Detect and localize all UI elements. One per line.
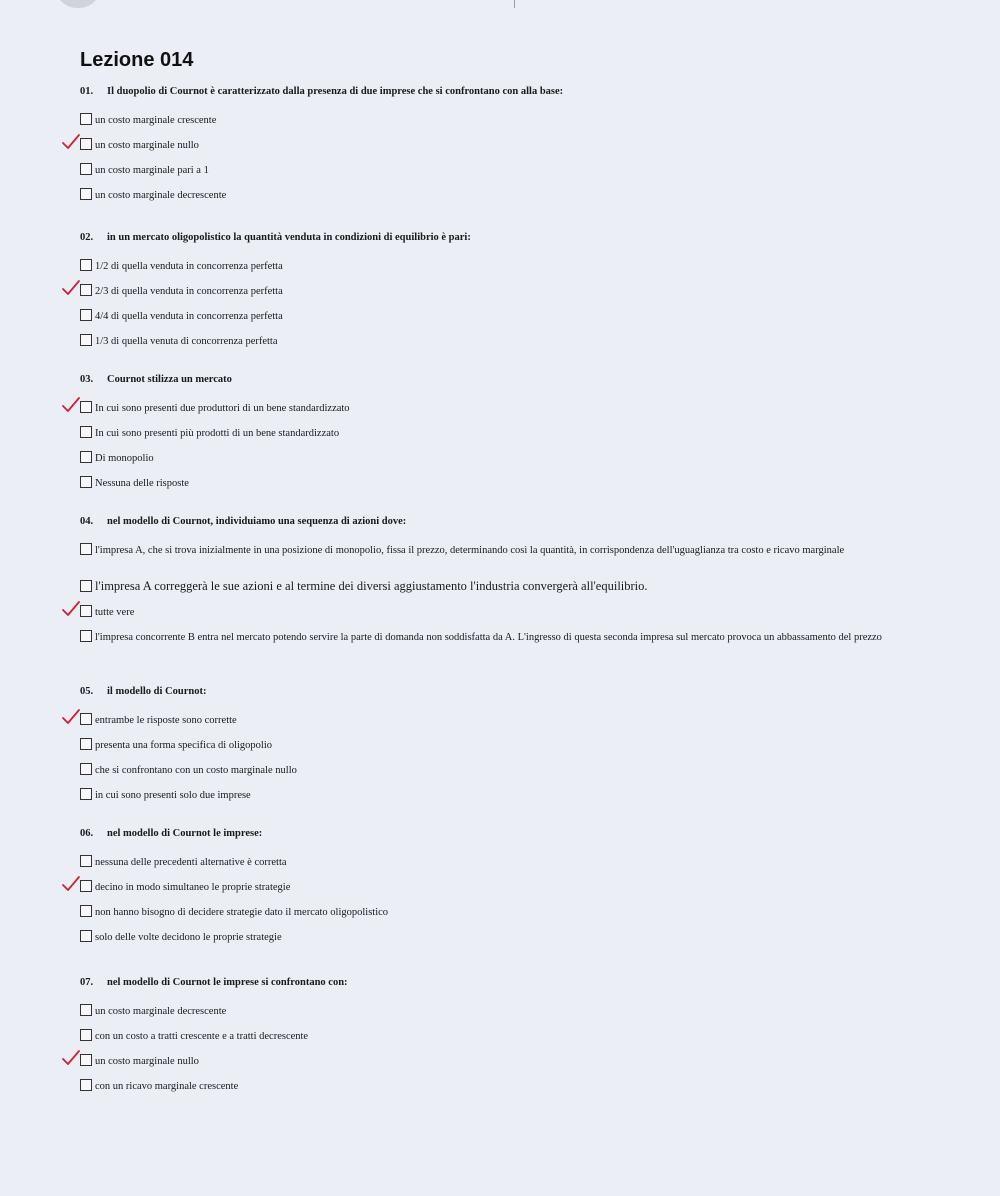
answer-text: che si confrontano con un costo marginale nullo (95, 765, 297, 776)
question-heading (80, 975, 960, 995)
answer-checkbox[interactable] (80, 309, 92, 321)
answer-text: presenta una forma specifica di oligopolio (95, 740, 272, 751)
check-mark-icon (62, 397, 80, 413)
answer-text: nessuna delle precedenti alternative è corretta (95, 857, 287, 868)
answer-checkbox[interactable] (80, 930, 92, 942)
answer-option[interactable] (80, 476, 960, 501)
answer-checkbox[interactable] (80, 138, 92, 150)
question-text: in un mercato oligopolistico la quantità venduta in condizioni di equilibrio è pari: (107, 232, 471, 243)
answer-checkbox[interactable] (80, 1054, 92, 1066)
answer-text: un costo marginale nullo (95, 1056, 199, 1067)
question-heading (80, 826, 960, 846)
answer-option[interactable] (80, 451, 960, 476)
answer-option[interactable] (80, 334, 960, 359)
check-mark-icon (62, 601, 80, 617)
answer-option[interactable] (80, 309, 960, 334)
answer-text: l'impresa A, che si trova inizialmente in una posizione di monopolio, fissa il prezzo, determinando così la quantità, in corrispondenza dell'uguaglianza tra costo e ricavo marginale (95, 545, 845, 556)
question-heading (80, 514, 960, 534)
answer-checkbox[interactable] (80, 284, 92, 296)
answer-checkbox[interactable] (80, 605, 92, 617)
answer-checkbox[interactable] (80, 1079, 92, 1091)
answer-text: 2/3 di quella venduta in concorrenza perfetta (95, 286, 283, 297)
answer-text: In cui sono presenti più prodotti di un bene standardizzato (95, 428, 340, 439)
answer-checkbox[interactable] (80, 188, 92, 200)
answer-checkbox[interactable] (80, 738, 92, 750)
question-heading (80, 230, 960, 250)
header-divider (514, 0, 515, 8)
question-number: 07. (80, 977, 94, 988)
answer-checkbox[interactable] (80, 259, 92, 271)
answer-option[interactable] (80, 905, 960, 930)
answer-checkbox[interactable] (80, 401, 92, 413)
answer-text: un costo marginale decrescente (95, 1006, 227, 1017)
answer-text: un costo marginale decrescente (95, 190, 227, 201)
answer-checkbox[interactable] (80, 476, 92, 488)
answer-option[interactable] (80, 1004, 960, 1029)
question-number: 02. (80, 232, 94, 243)
answer-option[interactable] (80, 426, 960, 451)
question-07 (80, 975, 960, 1104)
question-05 (80, 684, 960, 813)
answer-option[interactable] (80, 188, 960, 213)
answer-text: entrambe le risposte sono corrette (95, 715, 237, 726)
answer-checkbox[interactable] (80, 426, 92, 438)
answer-option[interactable] (80, 543, 960, 580)
answer-option[interactable] (80, 580, 960, 605)
answer-text: decino in modo simultaneo le proprie strategie (95, 882, 291, 893)
answer-text: tutte vere (95, 607, 135, 618)
answer-option[interactable] (80, 930, 960, 955)
check-mark-icon (62, 876, 80, 892)
answer-text: In cui sono presenti due produttori di un bene standardizzato (95, 403, 350, 414)
answer-text: un costo marginale crescente (95, 115, 217, 126)
answer-checkbox[interactable] (80, 713, 92, 725)
answer-text: 1/3 di quella venuta di concorrenza perfetta (95, 336, 278, 347)
answer-text: Nessuna delle risposte (95, 478, 189, 489)
answer-checkbox[interactable] (80, 905, 92, 917)
answer-option[interactable] (80, 788, 960, 813)
question-03 (80, 372, 960, 501)
answer-checkbox[interactable] (80, 543, 92, 555)
check-mark-icon (62, 709, 80, 725)
answer-text: in cui sono presenti solo due imprese (95, 790, 251, 801)
question-text: nel modello di Cournot le imprese: (107, 828, 263, 839)
answer-checkbox[interactable] (80, 855, 92, 867)
answer-checkbox[interactable] (80, 880, 92, 892)
question-number: 04. (80, 516, 94, 527)
answer-text: Di monopolio (95, 453, 154, 464)
question-text: Il duopolio di Cournot è caratterizzato dalla presenza di due imprese che si confrontano con alla base: (107, 86, 564, 97)
answer-option[interactable] (80, 138, 960, 163)
question-number: 05. (80, 686, 94, 697)
question-text: Cournot stilizza un mercato (107, 374, 232, 385)
question-02 (80, 230, 960, 359)
logo-mark (55, 0, 101, 8)
question-heading (80, 684, 960, 704)
question-text: nel modello di Cournot le imprese si confrontano con: (107, 977, 348, 988)
answer-text: l'impresa concorrente B entra nel mercato potendo servire la parte di domanda non soddisfatta da A. L'ingresso di questa seconda impresa sul mercato provoca un abbassamento del prezzo (95, 632, 882, 643)
answer-text: non hanno bisogno di decidere strategie dato il mercato oligopolistico (95, 907, 389, 918)
answer-checkbox[interactable] (80, 580, 92, 592)
answer-option[interactable] (80, 713, 960, 738)
answer-checkbox[interactable] (80, 1004, 92, 1016)
answer-text: l'impresa A correggerà le sue azioni e al termine dei diversi aggiustamento l'industria convergerà all'equilibrio. (95, 579, 648, 593)
check-mark-icon (62, 280, 80, 296)
question-06 (80, 826, 960, 955)
answer-checkbox[interactable] (80, 451, 92, 463)
check-mark-icon (62, 1050, 80, 1066)
answer-text: 1/2 di quella venduta in concorrenza perfetta (95, 261, 283, 272)
question-heading (80, 372, 960, 392)
answer-text: con un ricavo marginale crescente (95, 1081, 239, 1092)
answer-checkbox[interactable] (80, 788, 92, 800)
answer-option[interactable] (80, 113, 960, 138)
question-text: il modello di Cournot: (107, 686, 207, 697)
answer-option[interactable] (80, 163, 960, 188)
answer-text: un costo marginale nullo (95, 140, 199, 151)
answer-option[interactable] (80, 1079, 960, 1104)
answer-checkbox[interactable] (80, 163, 92, 175)
answer-checkbox[interactable] (80, 1029, 92, 1041)
answer-option[interactable] (80, 1029, 960, 1054)
answer-text: con un costo a tratti crescente e a tratti decrescente (95, 1031, 309, 1042)
answer-text: un costo marginale pari a 1 (95, 165, 209, 176)
answer-option[interactable] (80, 1054, 960, 1079)
question-heading (80, 84, 960, 104)
answer-option[interactable] (80, 763, 960, 788)
answer-option[interactable] (80, 401, 960, 426)
answer-option[interactable] (80, 630, 960, 667)
question-number: 01. (80, 86, 94, 97)
answer-option[interactable] (80, 855, 960, 880)
question-text: nel modello di Cournot, individuiamo una sequenza di azioni dove: (107, 516, 407, 527)
question-number: 06. (80, 828, 94, 839)
answer-checkbox[interactable] (80, 630, 92, 642)
answer-checkbox[interactable] (80, 113, 92, 125)
check-mark-icon (62, 134, 80, 150)
question-01 (80, 84, 960, 213)
answer-option[interactable] (80, 738, 960, 763)
answer-checkbox[interactable] (80, 334, 92, 346)
answer-text: solo delle volte decidono le proprie strategie (95, 932, 282, 943)
answer-option[interactable] (80, 880, 960, 905)
lesson-title: Lezione 014 (80, 49, 194, 71)
answer-option[interactable] (80, 259, 960, 284)
question-number: 03. (80, 374, 94, 385)
answer-option[interactable] (80, 605, 960, 630)
question-04 (80, 514, 960, 667)
answer-text: 4/4 di quella venduta in concorrenza perfetta (95, 311, 283, 322)
answer-option[interactable] (80, 284, 960, 309)
answer-checkbox[interactable] (80, 763, 92, 775)
